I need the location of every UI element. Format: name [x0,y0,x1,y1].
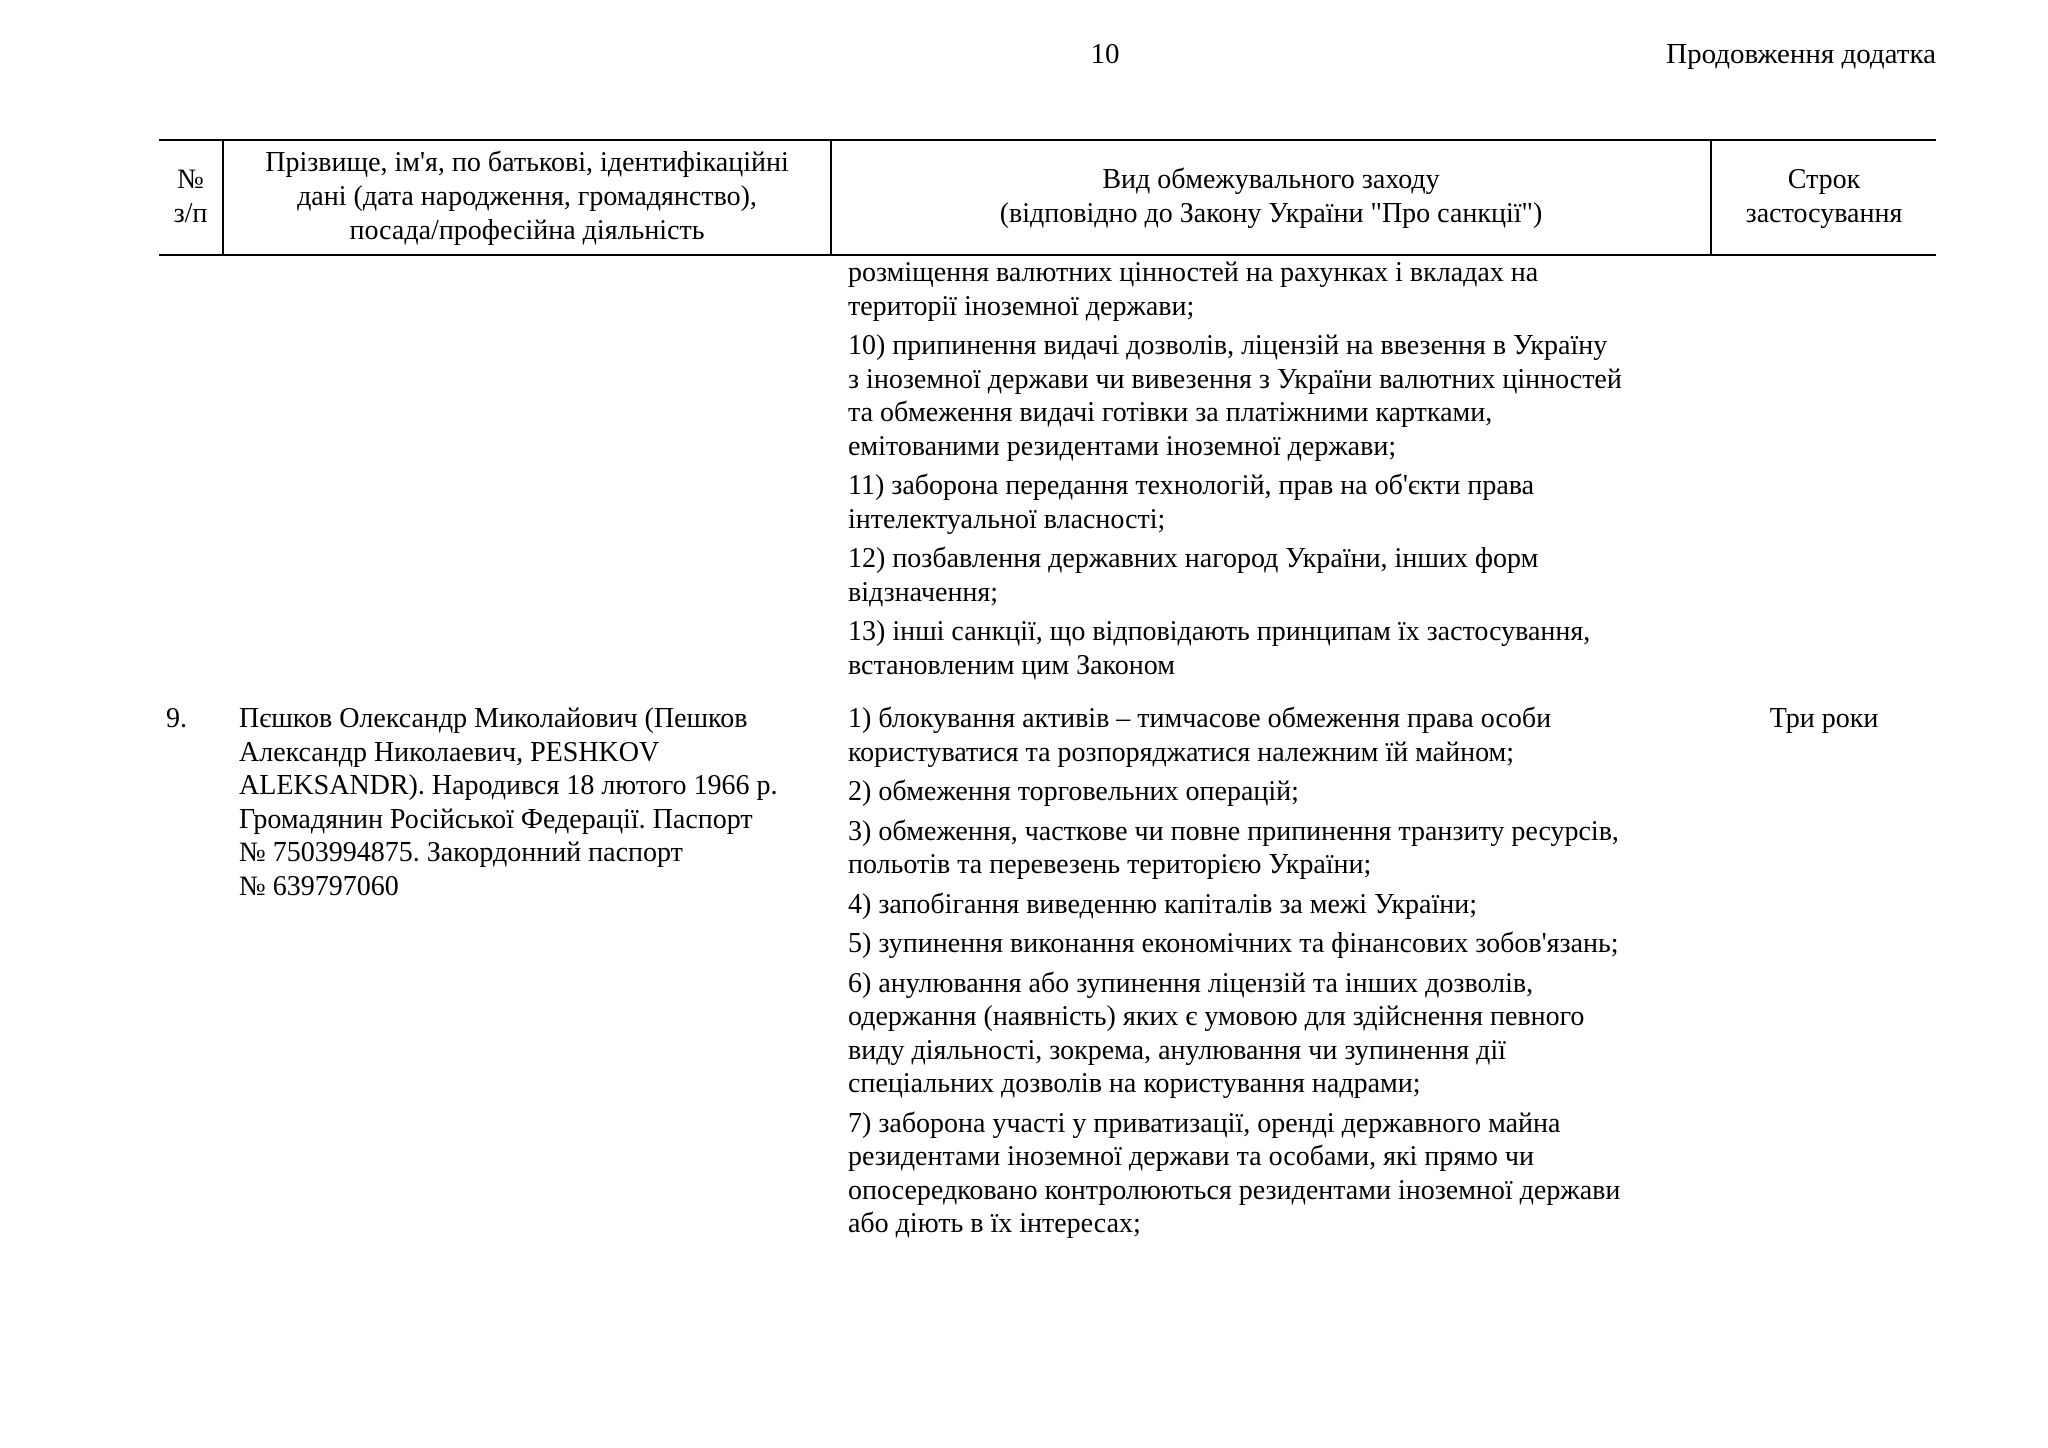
sanction-item: 6) анулювання або зупинення ліцензій та інших дозволів, одержання (наявність) яких є умовою для здійснення певного виду діяльності, зокрема, анулювання чи зупинення дії спеціальних дозволів на користування надрами; [848,967,1585,1099]
entry-number: 9. [166,703,187,734]
entry-sanctions-list [848,702,1848,1247]
sanction-item: 11) заборона передання технологій, прав на об'єкти права інтелектуальної власності; [848,470,1535,535]
person-details: Пєшков Олександр Миколайович (Пешков Александр Николаевич, PESHKOV ALEKSANDR). Народився 18 лютого 1966 р. Громадянин Російської Федерації. Паспорт № 7503994875. Закордонний паспорт № 639797060 [239,703,778,902]
page-number: 10 [1090,38,1120,70]
sanction-item: 3) обмеження, часткове чи повне припинення транзиту ресурсів, польотів та перевезень територією України; [848,815,1619,880]
column-header-sanction-type: Вид обмежувального заходу (відповідно до Закону України "Про санкції") [999,164,1543,229]
sanction-item: 4) запобігання виведенню капіталів за межі України; [848,888,1478,920]
sanction-term: Три роки [1769,703,1879,734]
sanction-item: 2) обмеження торговельних операцій; [848,776,1299,807]
column-header-number: № з/п [173,164,208,229]
sanction-item: 12) позбавлення державних нагород України, інших форм відзначення; [848,543,1539,608]
sanction-item: 10) припинення видачі дозволів, ліцензій на ввезення в Україну з іноземної держави чи вивезення з України валютних цінностей та обмеження видачі готівки за платіжними картками, емітованими резидентами іноземної держави; [848,330,1622,462]
sanction-item: 1) блокування активів – тимчасове обмеження права особи користуватися та розпоряджатися належним їй майном; [848,703,1552,768]
sanction-item: 13) інші санкції, що відповідають принципам їх застосування, встановленим цим Законом [848,616,1591,681]
sanction-item: розміщення валютних цінностей на рахунках і вкладах на території іноземної держави; [848,257,1539,322]
column-header-person: Прізвище, ім'я, по батькові, ідентифікаційні дані (дата народження, громадянство), посада/професійна діяльність [265,147,789,246]
continued-sanctions-list [848,256,1848,688]
column-header-term: Строк застосування [1745,164,1903,229]
sanction-item: 5) зупинення виконання економічних та фінансових зобов'язань; [848,928,1619,959]
sanction-item: 7) заборона участі у приватизації, оренді державного майна резидентами іноземної держави та особами, які прямо чи опосередковано контролюються резидентами іноземної держави або діють в їх інтересах; [848,1107,1621,1239]
continuation-label: Продовження додатка [1666,38,1936,70]
